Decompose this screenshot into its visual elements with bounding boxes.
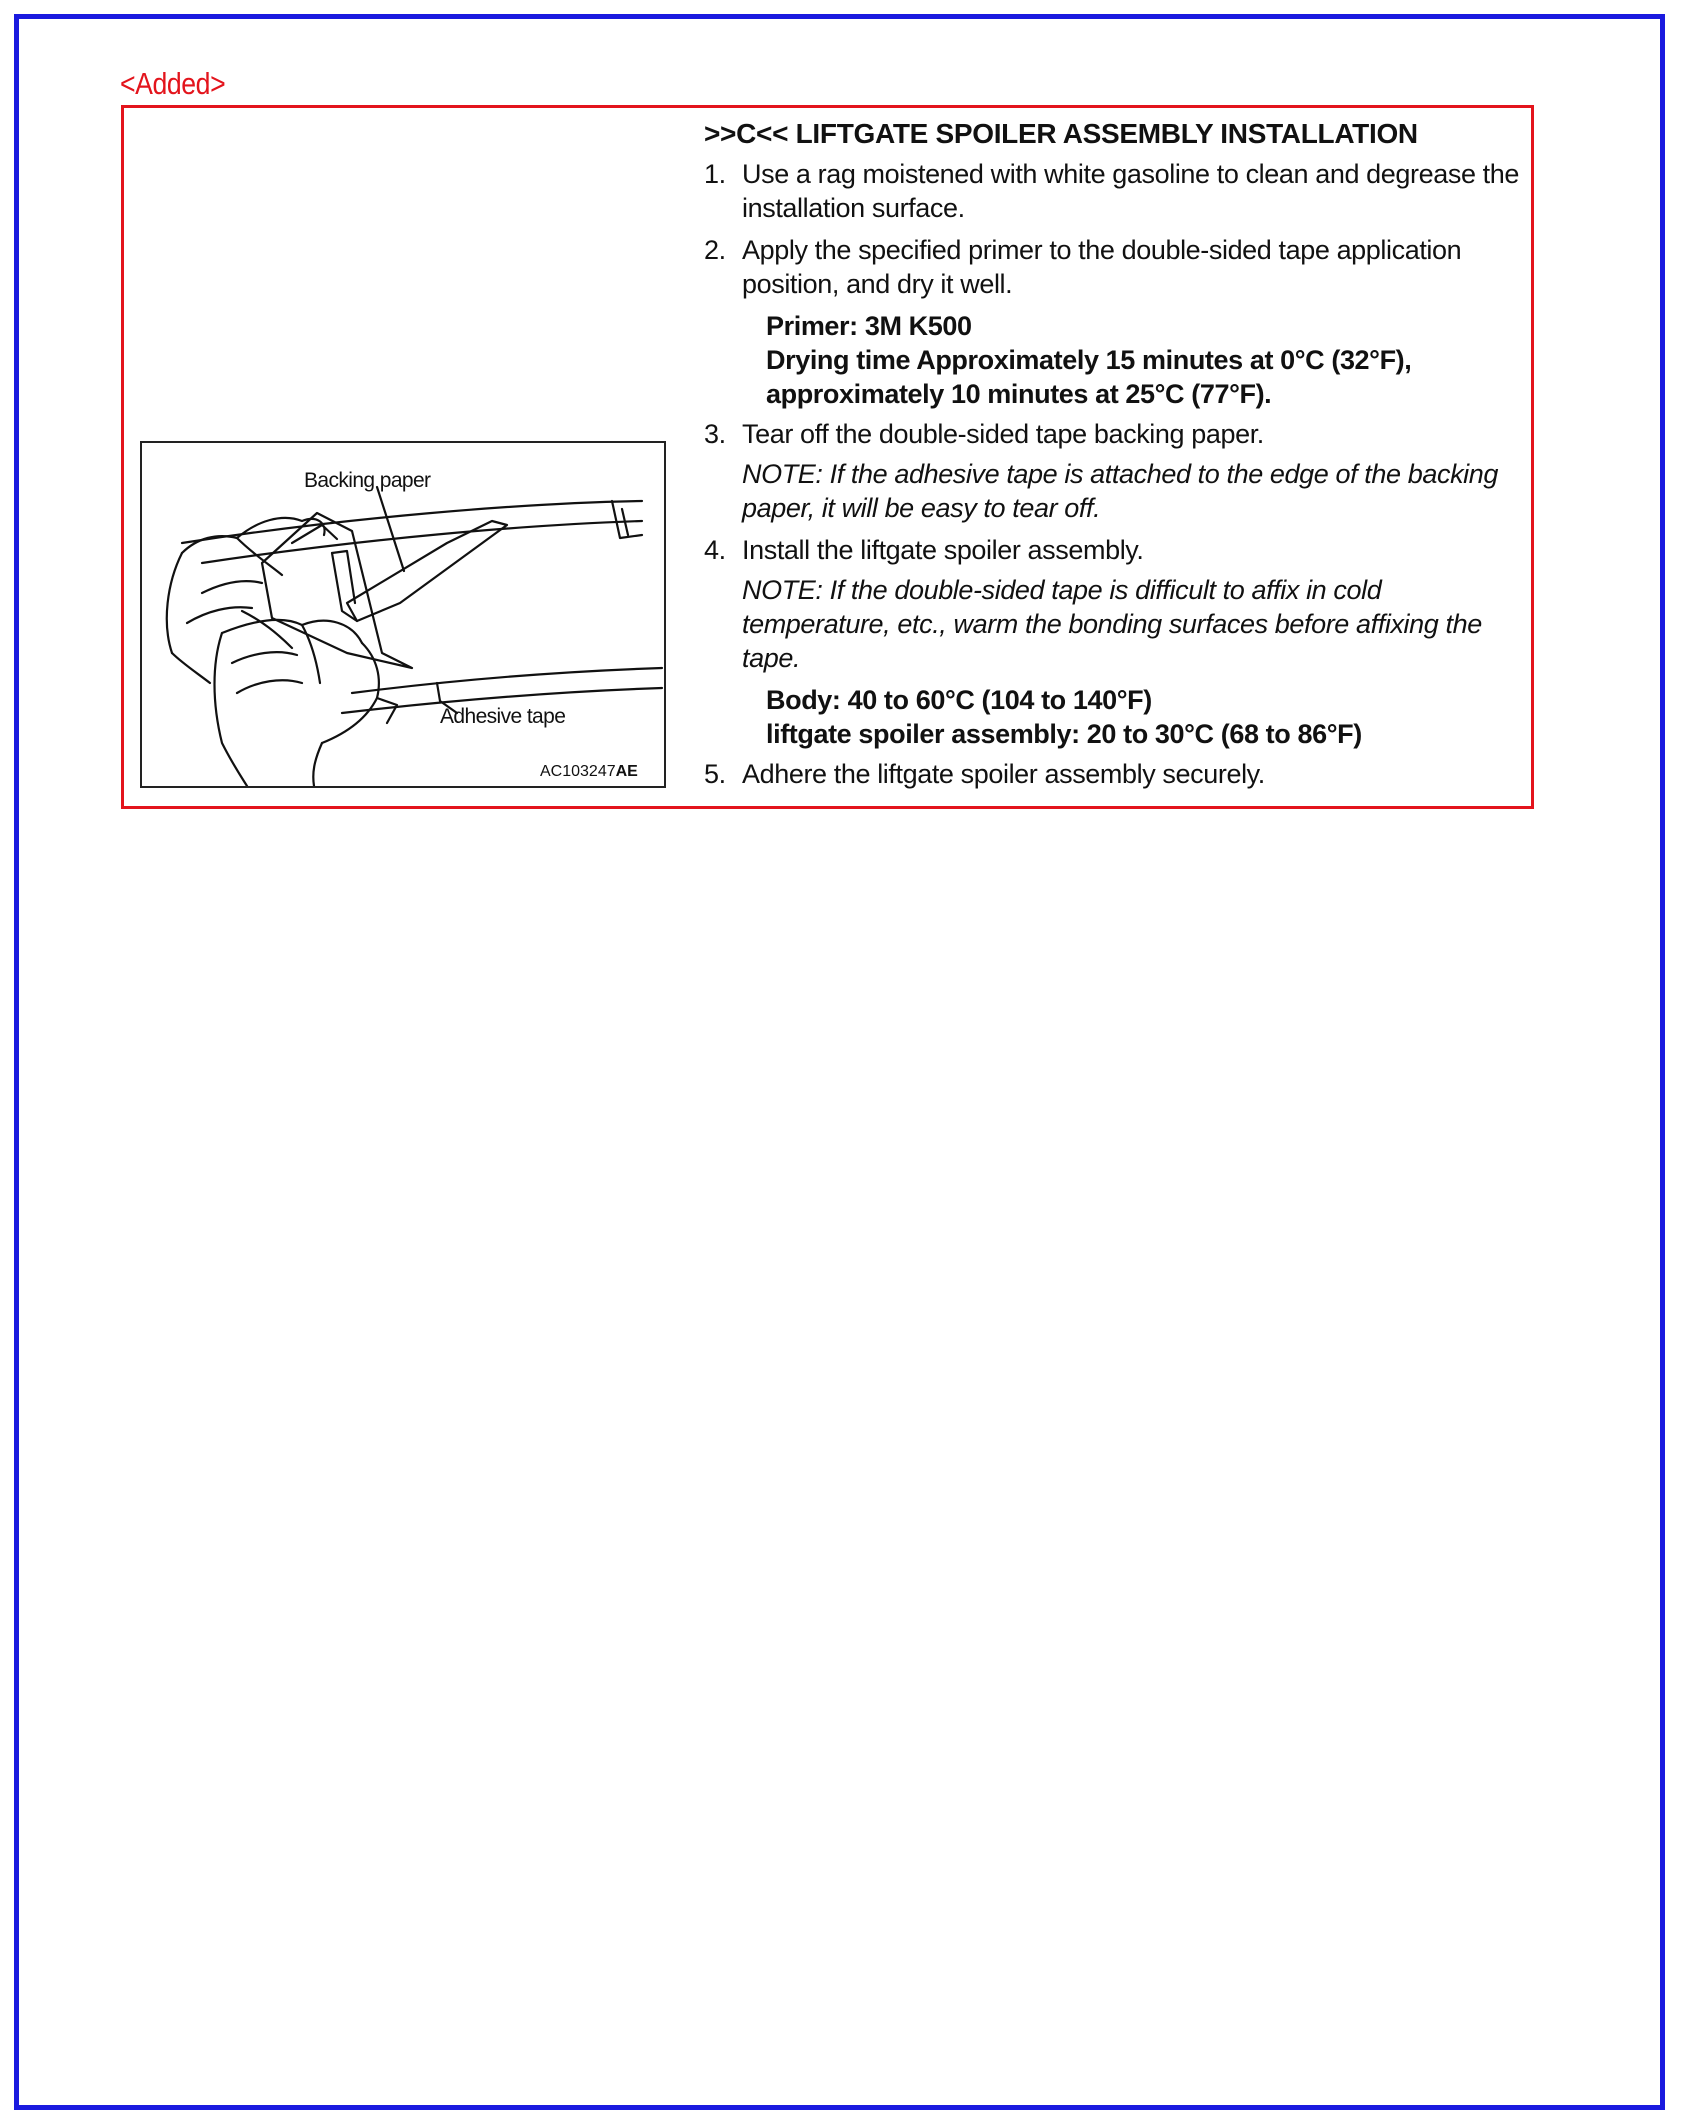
step-text: Tear off the double-sided tape backing paper. [742, 419, 1264, 449]
step-text: Use a rag moistened with white gasoline to clean and degrease the installation surface. [742, 159, 1519, 223]
primer-spec-line: Primer: 3M K500 [766, 311, 972, 341]
primer-spec [766, 309, 1524, 411]
primer-spec-line: Drying time Approximately 15 minutes at 0°C (32°F), [766, 345, 1412, 375]
figure-code-suffix: AE [615, 763, 638, 780]
figure-code [540, 763, 638, 781]
temperature-spec-line: liftgate spoiler assembly: 20 to 30°C (68 to 86°F) [766, 719, 1362, 749]
note-step-4: NOTE: If the double-sided tape is difficult to affix in cold temperature, etc., warm the bonding surfaces before affixing the tape. [742, 575, 1482, 673]
adhesive-tape-label: Adhesive tape [440, 705, 566, 728]
hands-peeling-tape-illustration [142, 443, 664, 786]
backing-paper-label: Backing paper [304, 469, 431, 492]
temperature-spec [766, 683, 1524, 751]
primer-spec-line: approximately 10 minutes at 25°C (77°F). [766, 379, 1272, 409]
step-number: 1. [704, 159, 726, 189]
step-number: 5. [704, 759, 726, 789]
step-text: Install the liftgate spoiler assembly. [742, 535, 1144, 565]
step-text: Apply the specified primer to the double-sided tape application position, and dry it well. [742, 235, 1462, 299]
step-3 [704, 417, 1524, 451]
step-number: 3. [704, 419, 726, 449]
step-number: 4. [704, 535, 726, 565]
note-step-3: NOTE: If the adhesive tape is attached to the edge of the backing paper, it will be easy to tear off. [742, 459, 1498, 523]
figure-code-prefix: AC103247 [540, 763, 616, 780]
step-4 [704, 533, 1524, 567]
step-2 [704, 233, 1524, 301]
illustration-figure [140, 441, 666, 788]
step-5 [704, 757, 1524, 791]
step-number: 2. [704, 235, 726, 265]
added-label: <Added> [120, 66, 226, 101]
step-1 [704, 157, 1524, 225]
instruction-text-column [704, 117, 1524, 799]
temperature-spec-line: Body: 40 to 60°C (104 to 140°F) [766, 685, 1152, 715]
section-title: >>C<< LIFTGATE SPOILER ASSEMBLY INSTALLATION [704, 118, 1418, 149]
step-text: Adhere the liftgate spoiler assembly securely. [742, 759, 1265, 789]
